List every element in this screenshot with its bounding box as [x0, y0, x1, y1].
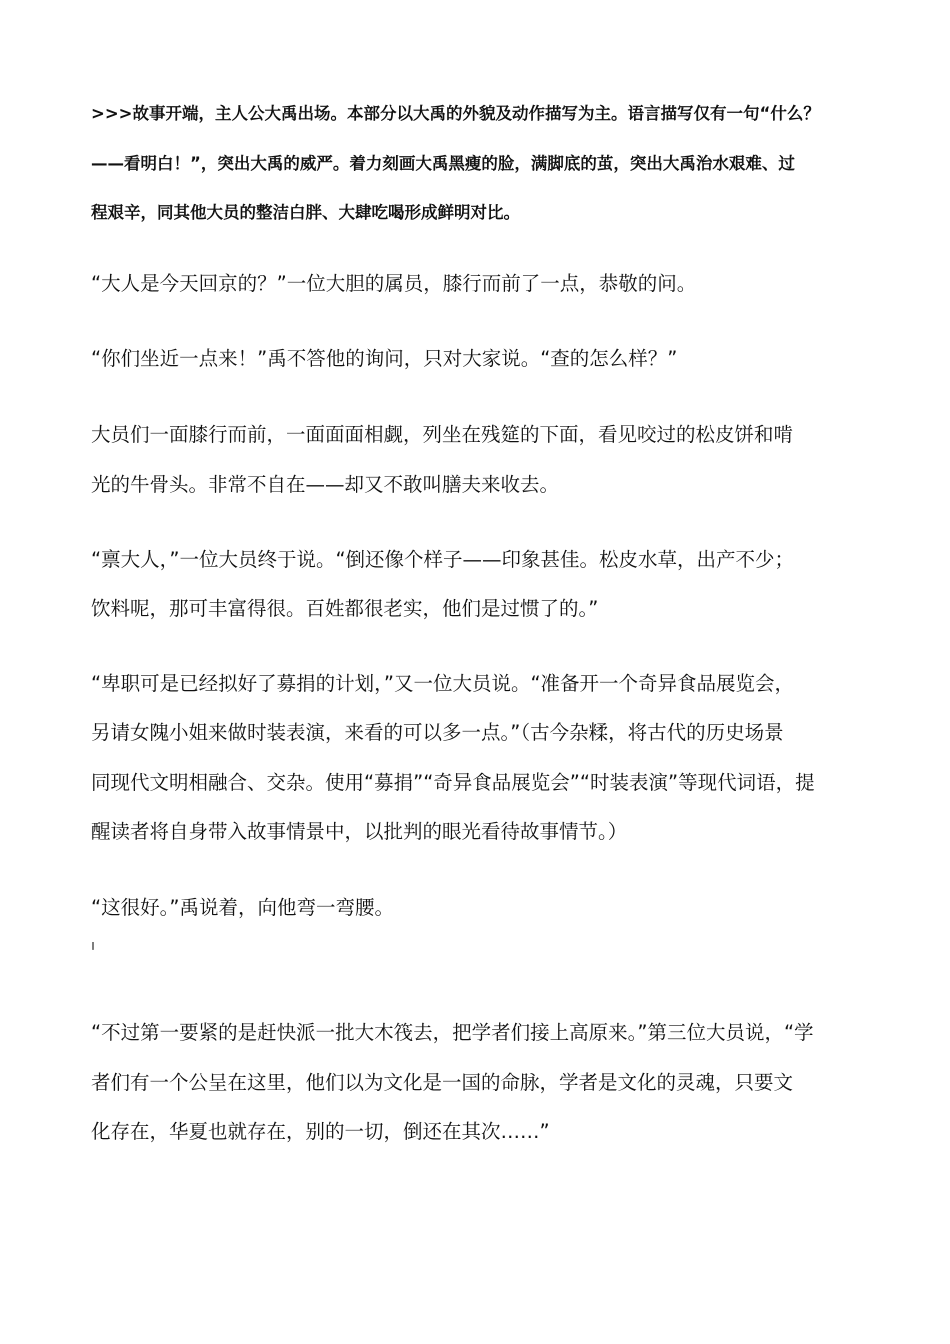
- paragraph-4-line-2: 饮料呢，那可丰富得很。百姓都很老实，他们是过惯了的。”: [91, 597, 599, 620]
- paragraph-5-line-3: 同现代文明相融合、交杂。使用“募捐”“奇异食品展览会”“时装表演”等现代词语，提: [91, 771, 815, 794]
- note-line-1: >>>故事开端，主人公大禹出场。本部分以大禹的外貌及动作描写为主。语言描写仅有一句“什么？: [91, 104, 820, 123]
- paragraph-7-line-1: “不过第一要紧的是赶快派一批大木筏去，把学者们接上高原来。”第三位大员说，“学: [91, 1021, 814, 1044]
- paragraph-3-line-1: 大员们一面膝行而前，一面面面相觑，列坐在残筵的下面，看见咬过的松皮饼和啃: [91, 423, 794, 446]
- paragraph-7-line-2: 者们有一个公呈在这里，他们以为文化是一国的命脉，学者是文化的灵魂，只要文: [91, 1071, 794, 1094]
- paragraph-3-line-2: 光的牛骨头。非常不自在——却又不敢叫膳夫来收去。: [91, 473, 560, 496]
- note-line-3: 程艰辛，同其他大员的整洁白胖、大肆吃喝形成鲜明对比。: [91, 203, 520, 222]
- paragraph-4-line-1: “禀大人，”一位大员终于说。“倒还像个样子——印象甚佳。松皮水草，出产不少；: [91, 548, 795, 571]
- paragraph-1-line-1: “大人是今天回京的？”一位大胆的属员，膝行而前了一点，恭敬的问。: [91, 272, 697, 295]
- note-line-2: ——看明白！”，突出大禹的威严。着力刻画大禹黑瘦的脸，满脚底的茧，突出大禹治水艰难、过: [91, 154, 795, 173]
- paragraph-5-line-4: 醒读者将自身带入故事情景中，以批判的眼光看待故事情节。）: [91, 820, 628, 843]
- paragraph-5-line-2: 另请女隗小姐来做时装表演，来看的可以多一点。”（古今杂糅，将古代的历史场景: [91, 721, 784, 744]
- paragraph-6-line-1: “这很好。”禹说着，向他弯一弯腰。: [91, 896, 394, 919]
- paragraph-2-line-1: “你们坐近一点来！”禹不答他的询问，只对大家说。“查的怎么样？”: [91, 347, 678, 370]
- paragraph-7-line-3: 化存在，华夏也就存在，别的一切，倒还在其次……”: [91, 1120, 550, 1143]
- page-mark: ∥: [91, 941, 95, 950]
- paragraph-5-line-1: “卑职可是已经拟好了募捐的计划，”又一位大员说。“准备开一个奇异食品展览会，: [91, 672, 795, 695]
